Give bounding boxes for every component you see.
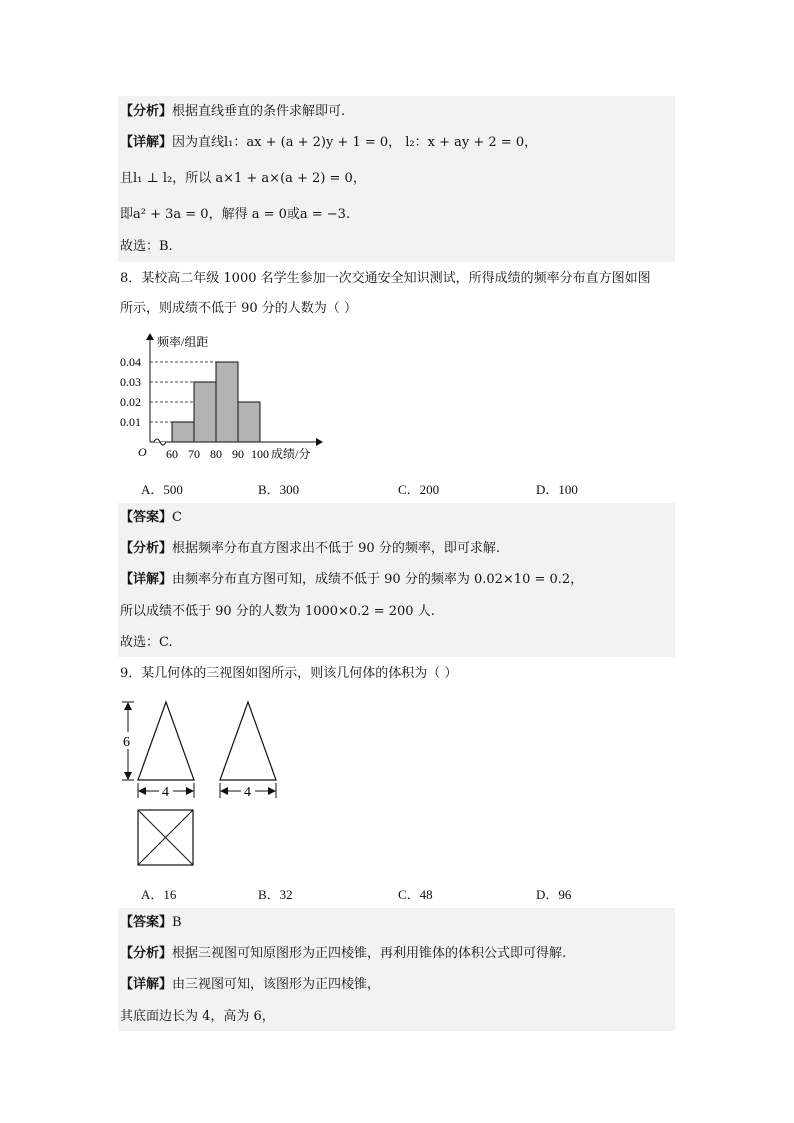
- answer-tag: 【答案】: [120, 915, 173, 930]
- width1-label: 4: [162, 785, 169, 800]
- y-axis-label: 频率/组距: [157, 335, 209, 349]
- histogram-bar: [238, 402, 260, 442]
- detail-tag: 【详解】: [120, 572, 173, 587]
- q8-option-b: B．300: [258, 482, 300, 497]
- y-tick-label: 0.04: [120, 355, 141, 369]
- q9-option-b: B．32: [258, 887, 293, 902]
- q9-detail-line-2: 其底面边长为 4，高为 6，: [120, 1009, 275, 1024]
- q9-three-views: [112, 694, 292, 874]
- y-tick-label: 0.03: [120, 375, 141, 389]
- q9-answer-line: [120, 913, 182, 933]
- q7-detail-line-3: 即a² + 3a = 0，解得 a = 0或a = −3.: [120, 207, 351, 222]
- x-tick-label: 60: [166, 447, 178, 461]
- q9-option-d: D．96: [536, 887, 572, 902]
- analysis-tag: 【分析】: [120, 946, 173, 961]
- analysis-text: 根据三视图可知原图形为正四棱锥，再利用锥体的体积公式即可得解.: [172, 946, 567, 961]
- q9-analysis-line: [120, 944, 566, 964]
- detail-tag: 【详解】: [120, 135, 173, 150]
- q8-option-c: C．200: [398, 482, 440, 497]
- q7-choice: 故选：B.: [120, 239, 173, 254]
- axis-break: [154, 439, 166, 445]
- q8-stem-line-1: 8．某校高二年级 1000 名学生参加一次交通安全知识测试，所得成绩的频率分布直方图如图: [120, 271, 651, 286]
- q8-histogram: [110, 328, 330, 468]
- q9-detail-line-1: [120, 975, 380, 995]
- q8-stem-line-2: 所示，则成绩不低于 90 分的人数为（ ）: [120, 301, 357, 316]
- answer-value: C: [172, 510, 182, 525]
- width2-label: 4: [244, 785, 251, 800]
- x-tick-label: 100: [251, 447, 269, 461]
- answer-tag: 【答案】: [120, 510, 173, 525]
- detail-text: 由三视图可知，该图形为正四棱锥，: [172, 977, 381, 992]
- y-tick-label: 0.02: [120, 395, 141, 409]
- q7-detail-line-1: [120, 133, 537, 153]
- q8-detail-line-2: 所以成绩不低于 90 分的人数为 1000×0.2 = 200 人.: [120, 604, 435, 619]
- q9-option-a: A．16: [141, 887, 177, 902]
- x-axis-label: 成绩/分: [271, 447, 311, 461]
- height-label: 6: [123, 735, 130, 750]
- analysis-tag: 【分析】: [120, 104, 173, 119]
- q7-detail-line-2: 且l₁ ⊥ l₂，所以 a×1 + a×(a + 2) = 0，: [120, 171, 366, 186]
- analysis-tag: 【分析】: [120, 541, 173, 556]
- x-tick-label: 70: [188, 447, 200, 461]
- histogram-bar: [172, 422, 194, 442]
- q8-answer-line: [120, 508, 182, 528]
- histogram-bar: [216, 362, 238, 442]
- analysis-text: 根据频率分布直方图求出不低于 90 分的频率，即可求解.: [172, 541, 500, 556]
- y-tick-label: 0.01: [120, 415, 141, 429]
- front-view-triangle: [138, 702, 194, 780]
- x-tick-label: 80: [210, 447, 222, 461]
- detail-tag: 【详解】: [120, 977, 173, 992]
- q8-detail-line-1: [120, 570, 583, 590]
- histogram-bar: [194, 382, 216, 442]
- answer-value: B: [172, 915, 182, 930]
- detail-text: 由频率分布直方图可知，成绩不低于 90 分的频率为 0.02×10 = 0.2，: [172, 572, 584, 587]
- q8-option-a: A．500: [141, 482, 183, 497]
- q9-option-c: C．48: [398, 887, 433, 902]
- side-view-triangle: [220, 702, 276, 780]
- q8-choice: 故选：C.: [120, 635, 173, 650]
- analysis-text: 根据直线垂直的条件求解即可.: [172, 104, 346, 119]
- x-tick-label: 90: [232, 447, 244, 461]
- q8-analysis-line: [120, 539, 500, 559]
- q8-option-d: D．100: [536, 482, 578, 497]
- detail-text: 因为直线l₁：ax + (a + 2)y + 1 = 0， l₂：x + ay + 2 = 0，: [172, 135, 538, 150]
- q9-stem: 9．某几何体的三视图如图所示，则该几何体的体积为（ ）: [120, 666, 458, 681]
- origin-label: O: [138, 445, 147, 459]
- q7-analysis-line: [120, 102, 345, 122]
